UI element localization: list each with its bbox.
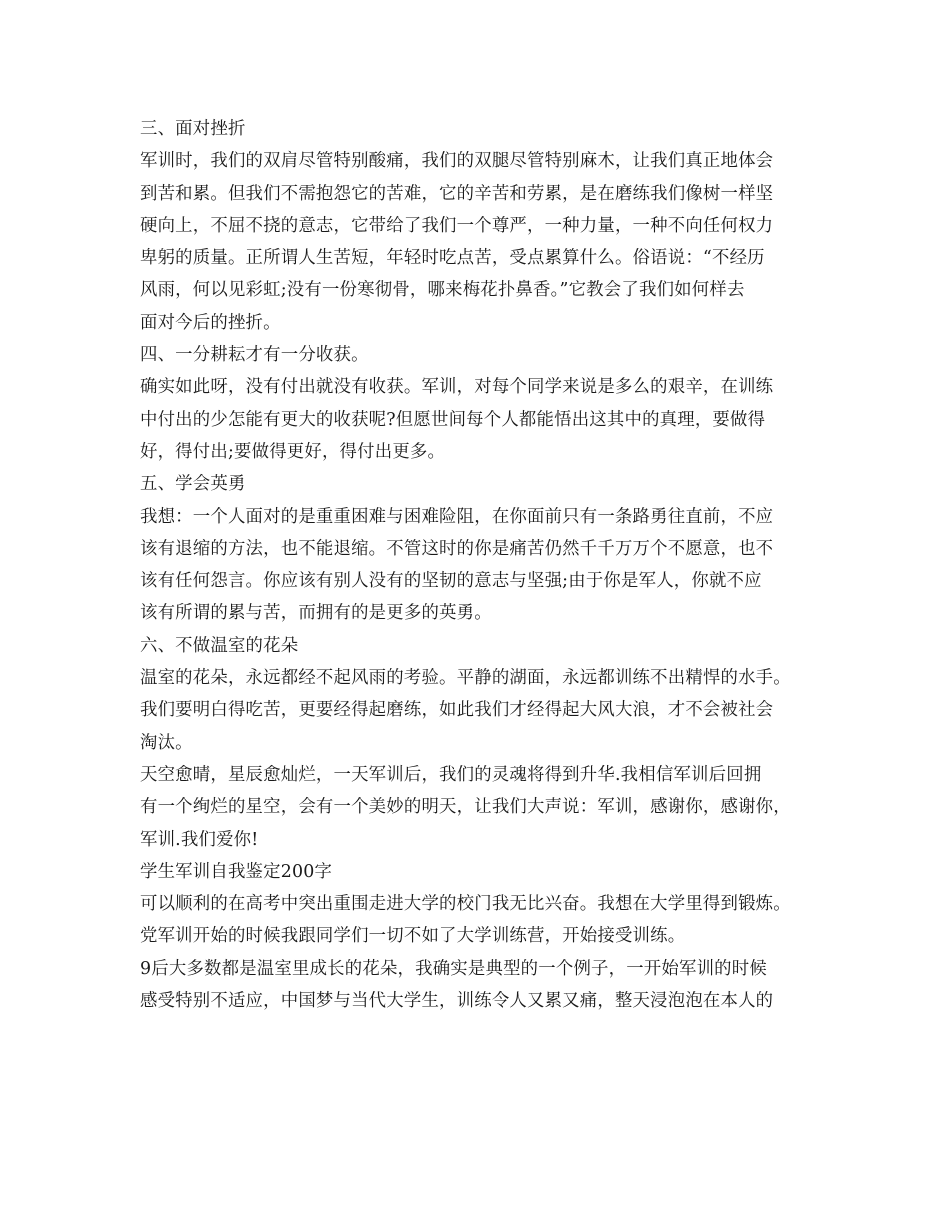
paragraph-line: 淘汰。 (140, 732, 193, 753)
section-heading-bravery: 五、学会英勇 (140, 474, 246, 495)
paragraph-line: 温室的花朵，永远都经不起风雨的考验。平静的湖面，永远都训练不出精悍的水手。 (140, 668, 791, 689)
paragraph-line: 面对今后的挫折。 (140, 312, 281, 333)
paragraph-line: 军训.我们爱你! (140, 829, 259, 850)
paragraph-line: 我们要明白得吃苦，更要经得起磨练，如此我们才经得起大风大浪，才不会被社会 (140, 700, 774, 721)
paragraph-line: 我想：一个人面对的是重重困难与困难险阻，在你面前只有一条路勇往直前，不应 (140, 506, 774, 527)
section-heading-harvest: 四、一分耕耘才有一分收获。 (140, 345, 369, 366)
paragraph-line: 该有任何怨言。你应该有别人没有的坚韧的意志与坚强;由于你是军人，你就不应 (140, 571, 762, 592)
paragraph-line: 可以顺利的在高考中突出重围走进大学的校门我无比兴奋。我想在大学里得到锻炼。 (140, 894, 791, 915)
section-heading-greenhouse: 六、不做温室的花朵 (140, 635, 299, 656)
paragraph-line: 天空愈晴，星辰愈灿烂，一天军训后，我们的灵魂将得到升华.我相信军训后回拥 (140, 764, 762, 785)
paragraph-line: 军训时，我们的双肩尽管特别酸痛，我们的双腿尽管特别麻木，让我们真正地体会 (140, 151, 774, 172)
paragraph-line: 确实如此呀，没有付出就没有收获。军训，对每个同学来说是多么的艰辛，在训练 (140, 377, 774, 398)
paragraph-line: 中付出的少怎能有更大的收获呢?但愿世间每个人都能悟出这其中的真理，要做得 (140, 409, 766, 430)
paragraph-line: 党军训开始的时候我跟同学们一切不如了大学训练营，开始接受训练。 (140, 926, 686, 947)
paragraph-line: 有一个绚烂的星空，会有一个美妙的明天，让我们大声说：军训，感谢你，感谢你， (140, 797, 791, 818)
paragraph-line: 卑躬的质量。正所谓人生苦短，年轻时吃点苦，受点累算什么。俗语说：“不经历 (140, 248, 765, 269)
section-title-self-assessment: 学生军训自我鉴定200字 (140, 861, 333, 882)
paragraph-line: 该有退缩的方法，也不能退缩。不管这时的你是痛苦仍然千千万万个不愿意，也不 (140, 538, 774, 559)
paragraph-line: 风雨，何以见彩虹;没有一份寒彻骨，哪来梅花扑鼻香。”它教会了我们如何样去 (140, 280, 745, 301)
paragraph-line: 硬向上，不屈不挠的意志，它带给了我们一个尊严，一种力量，一种不向任何权力 (140, 215, 774, 236)
section-heading-face-setbacks: 三、面对挫折 (140, 119, 246, 139)
paragraph-line: 感受特别不适应，中国梦与当代大学生，训练令人又累又痛，整天浸泡泡在本人的 (140, 991, 774, 1012)
paragraph-line: 9后大多数都是温室里成长的花朵，我确实是典型的一个例子，一开始军训的时候 (140, 958, 767, 979)
paragraph-line: 好，得付出;要做得更好，得付出更多。 (140, 441, 446, 462)
document-body (140, 113, 820, 1017)
paragraph-line: 到苦和累。但我们不需抱怨它的苦难，它的辛苦和劳累，是在磨练我们像树一样坚 (140, 183, 774, 204)
paragraph-line: 该有所谓的累与苦，而拥有的是更多的英勇。 (140, 603, 492, 624)
